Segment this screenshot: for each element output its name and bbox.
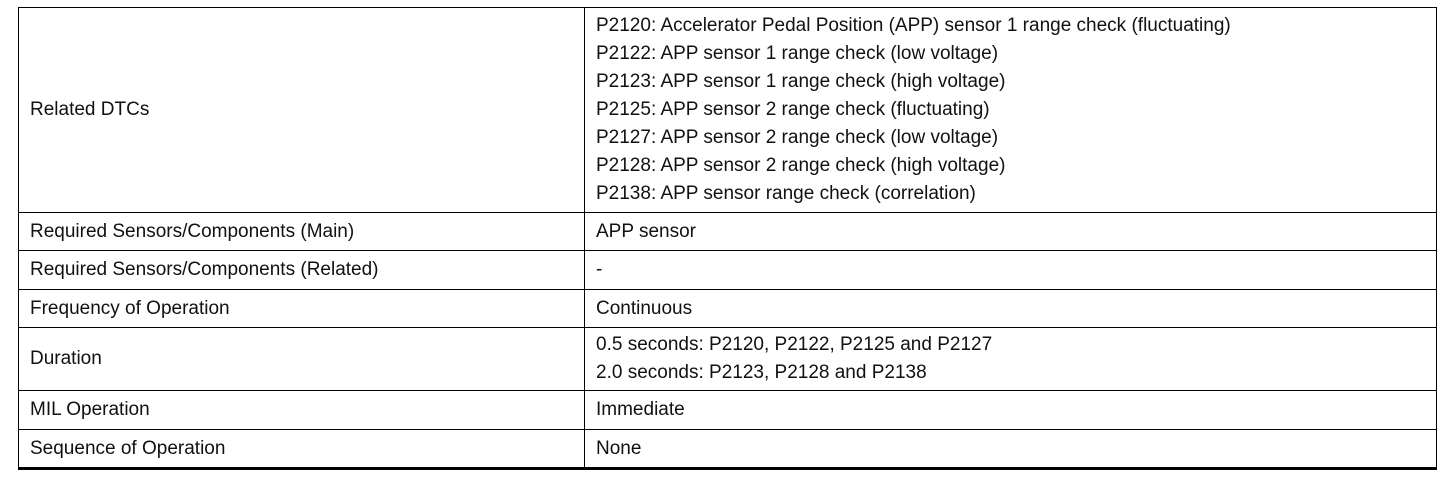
dtc-entry: P2120: Accelerator Pedal Position (APP) sensor 1 range check (fluctuating): [596, 15, 1231, 36]
row-value: [585, 290, 1437, 328]
row-label: Duration: [19, 328, 585, 391]
dtc-entry: P2125: APP sensor 2 range check (fluctuating): [596, 99, 990, 120]
row-label: Required Sensors/Components (Related): [19, 251, 585, 290]
dtc-entry: P2122: APP sensor 1 range check (low voltage): [596, 43, 999, 64]
row-value: [585, 213, 1437, 251]
row-label: MIL Operation: [19, 391, 585, 430]
table-row-sequence: [19, 430, 1437, 469]
row-label: Sequence of Operation: [19, 430, 585, 469]
row-label: Required Sensors/Components (Main): [19, 213, 585, 251]
row-value-text: APP sensor: [596, 220, 696, 242]
table-row-duration: [19, 328, 1437, 391]
table-row-sensors-related: [19, 251, 1437, 290]
row-value: [585, 430, 1437, 469]
table-row-frequency: [19, 290, 1437, 328]
row-value-text: -: [596, 259, 603, 280]
row-value: [585, 391, 1437, 430]
row-value: [585, 251, 1437, 290]
dtc-spec-table: [18, 7, 1437, 470]
row-label: Frequency of Operation: [19, 290, 585, 328]
dtc-entry: P2138: APP sensor range check (correlation): [596, 183, 976, 204]
dtc-entry: P2128: APP sensor 2 range check (high voltage): [596, 155, 1006, 176]
duration-entry: 2.0 seconds: P2123, P2128 and P2138: [596, 362, 927, 383]
row-value-text: None: [596, 437, 642, 459]
duration-entry: 0.5 seconds: P2120, P2122, P2125 and P2127: [596, 334, 993, 355]
row-value: [585, 8, 1437, 213]
row-value-text: Continuous: [596, 297, 693, 319]
table-row-related-dtcs: [19, 8, 1437, 213]
table-row-mil-operation: [19, 391, 1437, 430]
row-value-text: Immediate: [596, 399, 685, 420]
row-label: Related DTCs: [19, 8, 585, 213]
dtc-entry: P2123: APP sensor 1 range check (high voltage): [596, 71, 1006, 92]
row-value: [585, 328, 1437, 391]
table-row-sensors-main: [19, 213, 1437, 251]
dtc-entry: P2127: APP sensor 2 range check (low voltage): [596, 127, 999, 148]
